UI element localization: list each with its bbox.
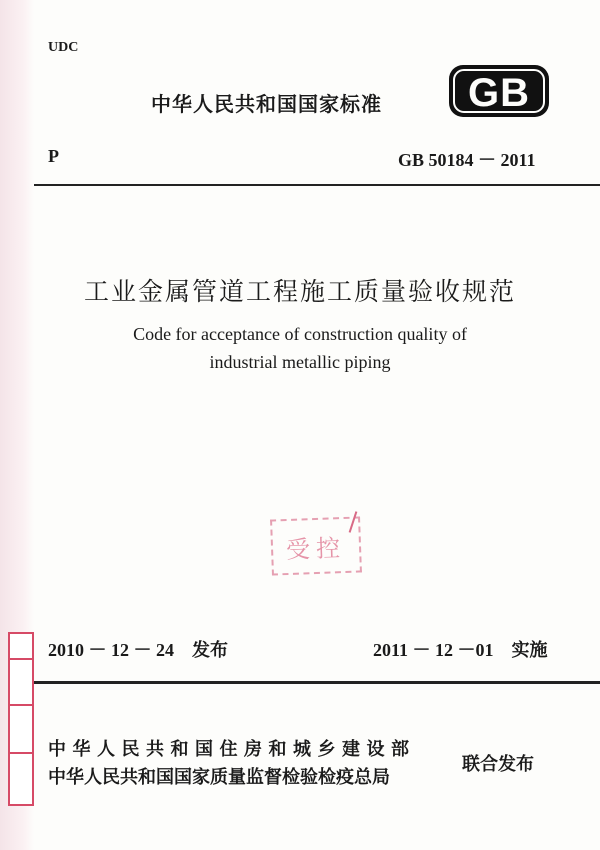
title-english [0, 320, 600, 376]
library-spine-label [8, 632, 34, 806]
implementation-date [373, 636, 548, 662]
issue-date-value: 2010 － 12 － 24 [48, 640, 174, 660]
standard-number: GB 50184 － 2011 [398, 150, 536, 170]
issue-date [48, 636, 228, 662]
title-english-line2: industrial metallic piping [209, 352, 391, 372]
issuer-aqsiq: 中华人民共和国国家质量监督检验检疫总局 [48, 767, 390, 788]
issuer-ministry-housing: 中华人民共和国住房和城乡建设部 [48, 739, 416, 760]
footer-divider-thin [34, 683, 600, 684]
gb-logo-icon [448, 64, 550, 118]
joint-issue-label: 联合发布 [462, 754, 534, 775]
issue-label: 发布 [192, 640, 228, 661]
implementation-label: 实施 [511, 640, 548, 661]
national-standard-heading: 中华人民共和国国家标准 [151, 92, 382, 116]
udc-code: UDC [48, 40, 79, 55]
issuing-authorities [48, 736, 416, 792]
title-english-line1: Code for acceptance of construction quality of [133, 324, 467, 344]
implementation-date-value: 2011 － 12 －01 [373, 640, 494, 660]
title-chinese: 工业金属管道工程施工质量验收规范 [83, 277, 516, 306]
gb-logo-text: GB [468, 71, 530, 115]
classification-code: P [48, 146, 59, 166]
controlled-copy-stamp: 受控 [270, 516, 362, 575]
header-divider [34, 184, 600, 186]
